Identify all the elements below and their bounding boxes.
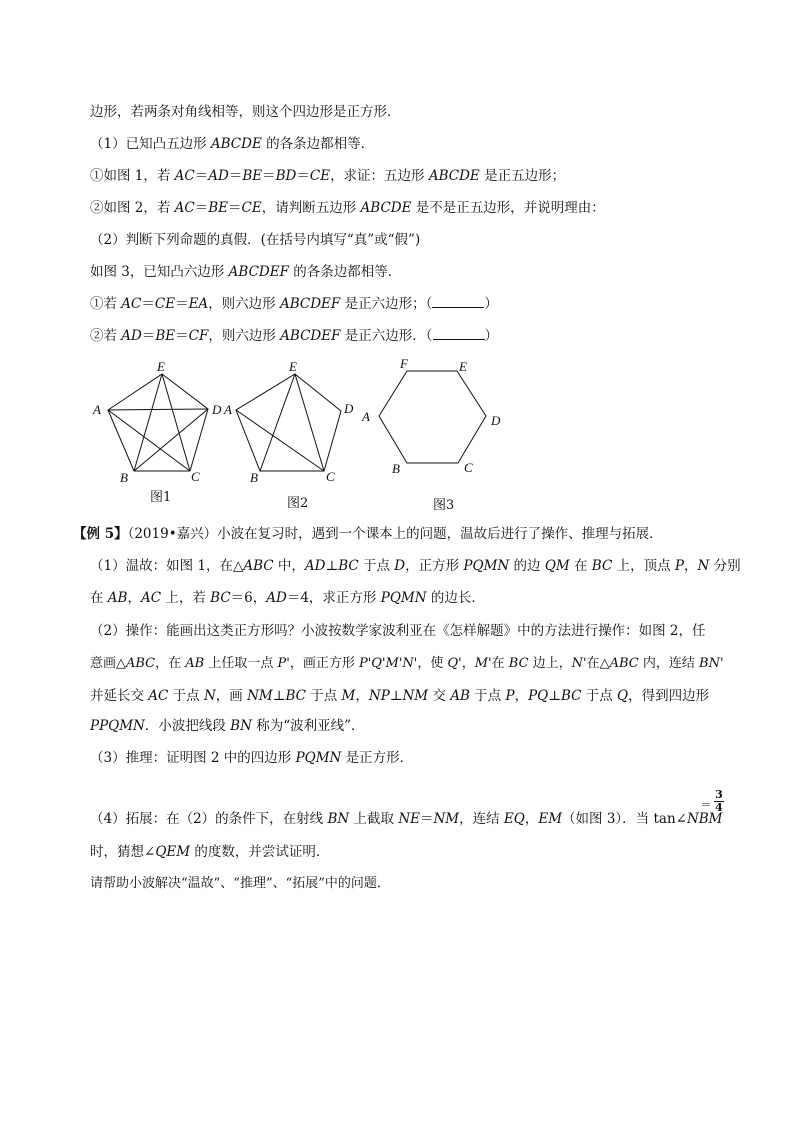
fig1-label-E: E: [157, 359, 165, 374]
math: M': [474, 656, 492, 671]
answer-blank-2[interactable]: [433, 327, 485, 340]
figures-svg: [90, 352, 720, 517]
text: 在: [90, 590, 108, 606]
math: P'Q'M'N': [358, 656, 418, 671]
math: M: [341, 688, 356, 704]
math: Q': [447, 656, 462, 671]
math: NM: [247, 688, 273, 704]
text: 上任取一点: [204, 656, 278, 671]
text: 于点: [469, 688, 506, 704]
math: P': [277, 656, 290, 671]
text: ＝: [296, 168, 310, 184]
text: 上，若: [161, 590, 211, 606]
text: ＝4，求正方形: [286, 590, 381, 606]
text-line-6: [90, 262, 401, 282]
math: BC: [285, 688, 306, 704]
math: QM: [544, 558, 570, 574]
example-line-2: [90, 588, 485, 608]
text: 请帮助小波解决“温故”、“推理”、“拓展”中的问题．: [90, 876, 390, 891]
text: ，请判断五边形: [261, 200, 361, 216]
fraction-denominator: 4: [715, 801, 723, 814]
example-source: （2019•嘉兴）小波在复习时，遇到一个课本上的问题，温故后进行了操作、推理与拓展．: [127, 526, 663, 542]
text-line-7: [90, 294, 498, 314]
math: AD: [266, 590, 287, 606]
math: NE: [398, 811, 420, 827]
fig3-label-B: B: [392, 461, 400, 476]
text: 交: [428, 688, 451, 704]
text: 在: [569, 558, 592, 574]
text-line-8: [90, 326, 498, 346]
text: ）: [484, 296, 498, 312]
diagonal-EB-2: [260, 374, 295, 471]
fraction-numerator: 3: [715, 788, 723, 801]
math: BC: [560, 688, 582, 704]
text: ，使: [417, 656, 448, 671]
text: 是正六边形；（: [340, 296, 433, 312]
text: ＝: [419, 811, 434, 827]
math: BN': [699, 656, 724, 671]
text: 是正方形．: [341, 750, 414, 766]
text: ．小波把线段: [144, 718, 231, 734]
text: ＝: [175, 296, 189, 312]
text-line-5: [90, 230, 420, 250]
equals-sign: ＝: [700, 798, 713, 812]
text: 中，: [273, 558, 305, 574]
math: PQMN: [380, 590, 427, 606]
math: ABCDEF: [228, 264, 289, 280]
text: 称为“波利亚线”．: [251, 718, 365, 734]
text: ，在: [155, 656, 186, 671]
fig3-label-F: F: [400, 356, 408, 371]
math: NM: [402, 688, 429, 704]
text: ，画正方形: [289, 656, 359, 671]
math: BC: [508, 656, 529, 671]
text: 并延长交: [90, 688, 149, 704]
text: ①如图 1，若: [90, 168, 175, 184]
text: 的各条边都相等．: [288, 264, 402, 280]
math: AC: [121, 296, 142, 312]
math: PQMN: [295, 750, 342, 766]
text: （2）判断下列命题的真假．(在括号内填写“真”或“假”): [90, 232, 421, 248]
math: NM: [433, 811, 460, 827]
answer-blank-1[interactable]: [432, 295, 484, 308]
fig3-label-A: A: [362, 409, 370, 424]
math: D: [394, 558, 406, 574]
text: ＝: [228, 200, 242, 216]
diagonal-EB: [134, 374, 162, 471]
text-line-4: [90, 198, 605, 218]
fig1-caption: 图1: [150, 490, 172, 505]
example-line-9: [90, 842, 329, 862]
math: BN: [230, 718, 252, 734]
fig2-caption: 图2: [287, 496, 309, 511]
math: BC: [338, 558, 359, 574]
text: ＝: [262, 168, 276, 184]
math: P: [674, 558, 684, 574]
fig3-label-C: C: [464, 460, 473, 475]
figure-1: [108, 374, 208, 471]
math: ABCDEF: [280, 328, 341, 344]
math: PPQMN: [90, 718, 145, 734]
text: 分别: [709, 558, 741, 574]
example-line-8: [90, 809, 723, 829]
math: N': [571, 656, 587, 671]
math: CE: [154, 296, 176, 312]
diagonal-EC-2: [295, 374, 324, 471]
text: ，: [461, 656, 475, 671]
math: ABCDEF: [279, 296, 341, 312]
text: 是正六边形．（: [340, 328, 433, 344]
text: ＝: [141, 296, 155, 312]
math: Q: [617, 688, 629, 704]
text: （1）已知凸五边形: [90, 136, 211, 152]
text: ＝6，: [230, 590, 267, 606]
text: ，: [355, 688, 369, 704]
text: ①若: [90, 296, 122, 312]
math: N: [697, 558, 710, 574]
math: BE: [155, 328, 176, 344]
text: 时，猜想∠: [90, 844, 156, 860]
text: 内，连结: [638, 656, 700, 671]
math: AC: [148, 688, 169, 704]
diagonal-AC-2: [236, 410, 324, 471]
text: ＝: [141, 328, 156, 344]
math: AB: [450, 688, 470, 704]
example-line-5: [90, 686, 709, 706]
text: 是正五边形；: [479, 168, 566, 184]
text: 是不是正五边形，并说明理由：: [411, 200, 605, 216]
text: ，: [127, 590, 141, 606]
math: ABCDE: [360, 200, 412, 216]
math: EQ: [503, 811, 525, 827]
math: AC: [140, 590, 162, 606]
text: 上截取: [349, 811, 399, 827]
text: 在: [491, 656, 509, 671]
text: ⊥: [325, 558, 339, 574]
math: BE: [208, 200, 229, 216]
diagonal-EC: [162, 374, 190, 471]
math: BC: [591, 558, 613, 574]
text: ⊥: [272, 688, 286, 704]
text: ＝: [194, 200, 209, 216]
text-line-1: [90, 102, 401, 122]
math: AD: [208, 168, 229, 184]
math: CF: [188, 328, 209, 344]
text: ，连结: [459, 811, 504, 827]
math: ABCDE: [428, 168, 480, 184]
math: P: [505, 688, 515, 704]
text: ＝: [228, 168, 243, 184]
example-line-6: [90, 716, 365, 736]
text: ，画: [215, 688, 248, 704]
fraction: [714, 789, 724, 814]
text: （3）推理：证明图 2 中的四边形: [90, 750, 296, 766]
fig2-label-E: E: [289, 359, 297, 374]
math: AB: [185, 656, 205, 671]
text: 于点: [358, 558, 395, 574]
text: ⊥: [389, 688, 403, 704]
math: CE: [241, 200, 262, 216]
pentagon-2: [236, 374, 341, 471]
math: EM: [538, 811, 563, 827]
math: AC: [174, 200, 195, 216]
example-line-7: [90, 748, 413, 768]
text: ②若: [90, 328, 122, 344]
text: 于点: [305, 688, 342, 704]
example-line-10: [90, 874, 390, 894]
text: ⊥: [548, 688, 561, 704]
math: BN: [327, 811, 350, 827]
text-line-2: [90, 134, 374, 154]
text: 的各条边都相等．: [261, 136, 375, 152]
fig1-label-B: B: [120, 470, 128, 485]
text: ②如图 2，若: [90, 200, 175, 216]
text: （如图 3）．当 tan∠: [562, 811, 687, 827]
figure-3: [379, 371, 486, 463]
text: ，: [514, 688, 529, 704]
fig1-label-A: A: [93, 402, 101, 417]
math: BD: [275, 168, 297, 184]
diagonal-BD: [134, 409, 208, 471]
text: ，则六边形: [208, 328, 281, 344]
fig2-label-A: A: [224, 402, 232, 417]
math: ABCDE: [210, 136, 262, 152]
example-header: [73, 524, 663, 544]
math: AC: [174, 168, 195, 184]
text: 的度数，并尝试证明．: [190, 844, 330, 860]
fig2-label-B: B: [250, 470, 258, 485]
example-tag: 【例 5】: [73, 526, 128, 542]
fig3-label-E: E: [459, 359, 467, 374]
fig3-label-D: D: [491, 413, 501, 428]
math: AB: [107, 590, 128, 606]
text: （1）温故：如图 1，在△: [90, 558, 244, 574]
text: 边形，若两条对角线相等，则这个四边形是正方形．: [90, 104, 401, 120]
fig1-label-D: D: [212, 402, 222, 417]
math: BC: [210, 590, 231, 606]
text: 意画△: [90, 656, 126, 671]
text: ，: [524, 811, 539, 827]
figure-2: [236, 374, 341, 471]
math: N: [203, 688, 216, 704]
fig3-caption: 图3: [433, 498, 455, 513]
math: AD: [304, 558, 326, 574]
math: AD: [121, 328, 142, 344]
math: ABC: [243, 558, 274, 574]
text: ，则六边形: [208, 296, 280, 312]
math: QEM: [155, 844, 191, 860]
text: ＝: [175, 328, 189, 344]
math: PQMN: [463, 558, 510, 574]
example-line-4: [90, 654, 724, 674]
example-line-3: [90, 621, 705, 641]
text: 的边长．: [426, 590, 485, 606]
math: BE: [242, 168, 263, 184]
text: 在△: [586, 656, 610, 671]
math: CE: [309, 168, 331, 184]
text: ，求证：五边形: [330, 168, 429, 184]
math: ABC: [609, 656, 639, 671]
math: EA: [188, 296, 209, 312]
diagonal-AD: [108, 409, 208, 410]
math: NP: [368, 688, 390, 704]
text: 上，顶点: [612, 558, 675, 574]
text: ，正方形: [405, 558, 464, 574]
text: 的边: [509, 558, 545, 574]
example-line-1: [90, 556, 741, 576]
hexagon-3: [379, 371, 486, 463]
math: ABC: [126, 656, 156, 671]
fig2-label-C: C: [326, 469, 335, 484]
text: （2）操作：能画出这类正方形吗？小波按数学家波利亚在《怎样解题》中的方法进行操作：如图 2，任: [90, 623, 706, 639]
fig2-label-D: D: [344, 401, 354, 416]
text: 如图 3，已知凸六边形: [90, 264, 229, 280]
text: 边上，: [528, 656, 572, 671]
text: ，: [684, 558, 698, 574]
text: ）: [484, 328, 498, 344]
text: ，得到四边形: [628, 688, 710, 704]
fig1-label-C: C: [191, 469, 200, 484]
text: 于点: [581, 688, 618, 704]
text: （4）拓展：在（2）的条件下，在射线: [90, 811, 328, 827]
math: NBM: [686, 811, 723, 827]
text: 于点: [168, 688, 204, 704]
math: PQ: [528, 688, 549, 704]
text-line-3: [90, 166, 565, 186]
text: ＝: [194, 168, 209, 184]
